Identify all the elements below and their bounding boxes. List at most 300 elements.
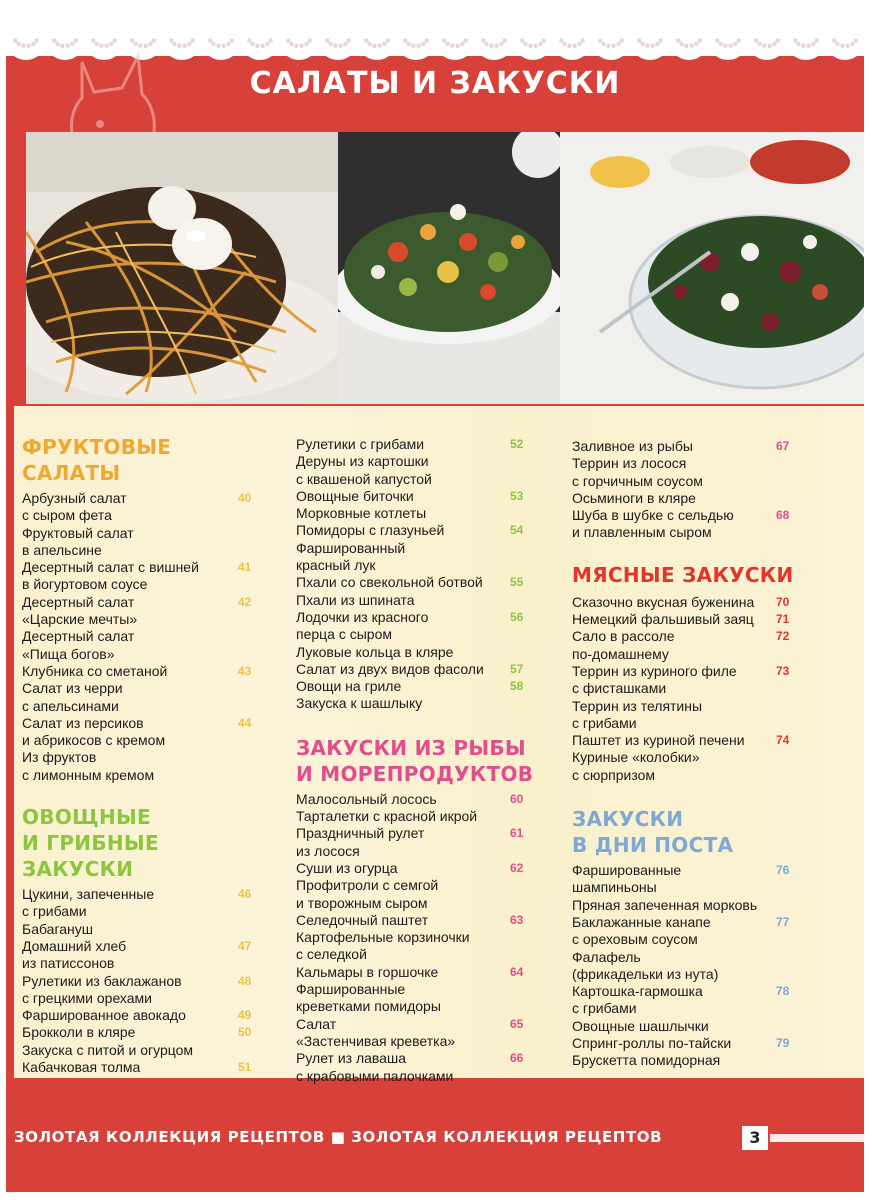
recipe-entry[interactable] [296, 488, 558, 505]
recipe-name: Паштет из куриной печени [572, 732, 745, 749]
recipe-entry[interactable] [22, 1024, 284, 1041]
recipe-name: Пхали со свекольной ботвой [296, 574, 483, 591]
section-title-line: ОВОЩНЫЕ [22, 805, 151, 830]
recipe-entry[interactable] [296, 678, 558, 695]
recipe-entry[interactable] [22, 938, 284, 973]
lace-scallop [708, 20, 748, 60]
page-number-label: 52 [510, 437, 524, 451]
lace-hole [845, 44, 849, 48]
recipe-entry[interactable] [572, 490, 864, 507]
page-number-label: 79 [776, 1036, 790, 1051]
recipe-entry[interactable] [22, 680, 284, 715]
page-number-label: 55 [510, 575, 524, 590]
lace-scallop [435, 20, 475, 60]
lace-hole [655, 42, 659, 46]
lace-hole [382, 42, 386, 46]
page-number-label: 72 [776, 629, 790, 644]
recipe-name: и плавленным сыром [572, 524, 712, 541]
recipe-name: Селедочный паштет [296, 911, 429, 928]
recipe-entry[interactable] [572, 507, 864, 542]
recipe-name: Шуба в шубке с сельдью [572, 507, 734, 524]
recipe-name: Брускетта помидорная [572, 1052, 721, 1069]
page-number-label: 42 [238, 594, 252, 609]
footer-collection-title: ЗОЛОТАЯ КОЛЛЕКЦИЯ РЕЦЕПТОВ ■ ЗОЛОТАЯ КОЛЛЕКЦИЯ РЕЦЕПТОВ [14, 1128, 663, 1146]
lace-hole [424, 38, 428, 42]
lace-hole [676, 38, 680, 42]
recipe-list [22, 886, 284, 1076]
lace-hole [307, 38, 311, 42]
lace-hole [577, 42, 581, 46]
recipe-name: Салат из персиков [22, 714, 144, 731]
lace-hole [460, 42, 464, 46]
lace-hole [484, 42, 488, 46]
recipe-name: Террин из телятины [572, 697, 703, 714]
recipe-name: Террин из куриного филе [572, 662, 737, 679]
recipe-entry[interactable] [572, 1052, 864, 1069]
lace-hole [226, 42, 230, 46]
recipe-name: (фрикадельки из нута) [572, 965, 719, 982]
recipe-name: с грецкими орехами [22, 989, 152, 1006]
page-number-label: 64 [510, 964, 524, 979]
recipe-name: Бабагануш [22, 920, 94, 937]
lace-hole [850, 42, 854, 46]
recipe-entry[interactable] [296, 592, 558, 609]
recipe-entry[interactable] [22, 490, 284, 525]
recipe-entry[interactable] [572, 732, 864, 749]
section-title-fruit-salads [22, 434, 284, 486]
lace-hole [806, 44, 810, 48]
lace-hole [333, 44, 337, 48]
lace-hole [523, 42, 527, 46]
lace-hole [538, 42, 542, 46]
recipe-entry[interactable] [22, 1059, 284, 1076]
lace-hole [411, 44, 415, 48]
recipe-name: Кальмары в горшочке [296, 963, 439, 980]
section-title-line: В ДНИ ПОСТА [572, 833, 734, 858]
recipe-name: Салат из черри [22, 680, 123, 697]
lace-hole [367, 42, 371, 46]
lace-hole [694, 42, 698, 46]
lace-hole [463, 38, 467, 42]
lace-hole [754, 38, 758, 42]
recipe-name: с грибами [572, 1000, 637, 1017]
lace-hole [689, 44, 693, 48]
lace-hole [562, 42, 566, 46]
lace-hole [403, 38, 407, 42]
recipe-name: Спринг-роллы по-тайски [572, 1035, 732, 1052]
recipe-name: Рулетики с грибами [296, 436, 425, 452]
recipe-name: и абрикосов с кремом [22, 732, 166, 749]
recipe-name: Луковые кольца в кляре [296, 643, 454, 660]
recipe-list [22, 490, 284, 784]
page-number-label: 60 [510, 791, 524, 806]
recipe-name: «Царские мечты» [22, 611, 138, 628]
recipe-entry[interactable] [296, 436, 558, 453]
lace-hole [421, 42, 425, 46]
lace-hole [13, 38, 17, 42]
lace-hole [250, 42, 254, 46]
photo-spinach-salad [560, 132, 864, 404]
lace-scallop [591, 20, 631, 60]
recipe-entry[interactable] [296, 453, 558, 488]
lace-hole [502, 38, 506, 42]
recipe-name: красный лук [296, 557, 376, 574]
lace-hole [247, 38, 251, 42]
recipe-name: Арбузный салат [22, 490, 127, 506]
recipe-name: Деруны из картошки [296, 453, 429, 470]
lace-hole [762, 44, 766, 48]
lace-hole [26, 44, 30, 48]
recipe-name: в апельсине [22, 541, 102, 558]
page-number-label: 71 [776, 612, 790, 627]
recipe-name: Десертный салат с вишней [22, 559, 199, 576]
recipe-name: креветками помидоры [296, 998, 441, 1015]
recipe-entry[interactable] [572, 1035, 864, 1052]
page-number-label: 51 [238, 1060, 252, 1075]
lace-hole [187, 42, 191, 46]
page-number-label: 61 [510, 826, 524, 841]
recipe-entry[interactable] [22, 749, 284, 784]
lace-hole [499, 42, 503, 46]
recipe-entry[interactable] [296, 808, 558, 825]
recipe-entry[interactable] [296, 860, 558, 877]
lace-hole [304, 42, 308, 46]
recipe-entry[interactable] [296, 981, 558, 1016]
lace-hole [767, 44, 771, 48]
lace-hole [541, 38, 545, 42]
recipe-entry[interactable] [572, 749, 864, 784]
recipe-entry[interactable] [296, 1050, 558, 1085]
lace-hole [364, 38, 368, 42]
lace-hole [811, 42, 815, 46]
lace-hole [619, 38, 623, 42]
page-number-label: 47 [238, 938, 252, 953]
page-number-label: 66 [510, 1051, 524, 1066]
recipe-name: Фаршированный [296, 539, 406, 556]
footer-stripe [770, 1134, 864, 1142]
recipe-name: Домашний хлеб [22, 937, 127, 954]
lace-hole [559, 38, 563, 42]
recipe-entry[interactable] [22, 559, 284, 594]
recipe-entry[interactable] [572, 949, 864, 984]
lace-hole [338, 44, 342, 48]
recipe-entry[interactable] [22, 886, 284, 921]
lace-scallop [669, 20, 709, 60]
recipe-entry[interactable] [572, 914, 864, 949]
lace-scallop [396, 20, 436, 60]
lace-hole [611, 44, 615, 48]
recipe-name: Кабачковая толма [22, 1059, 141, 1076]
lace-scallop [6, 20, 46, 60]
recipe-name: Клубника со сметаной [22, 662, 168, 679]
lace-hole [733, 42, 737, 46]
recipe-entry[interactable] [22, 663, 284, 680]
lace-hole [679, 42, 683, 46]
lace-hole [832, 38, 836, 42]
recipe-name: Сало в рассоле [572, 628, 675, 645]
section-title-vegetable-snacks [22, 804, 284, 882]
lace-hole [221, 44, 225, 48]
page-number-label: 74 [776, 733, 790, 748]
lace-hole [793, 38, 797, 42]
recipe-entry[interactable] [572, 897, 864, 914]
recipe-entry[interactable] [572, 611, 864, 628]
lace-scallop [513, 20, 553, 60]
recipe-name: Овощные биточки [296, 487, 414, 504]
lace-hole [801, 44, 805, 48]
recipe-name: Малосольный лосось [296, 790, 437, 807]
recipe-name: Террин из лосося [572, 455, 687, 472]
page-number-label: 68 [776, 508, 790, 523]
column-2 [296, 406, 558, 1085]
recipe-entry[interactable] [296, 964, 558, 981]
lace-scallop [357, 20, 397, 60]
page-number-label: 43 [238, 663, 252, 678]
lace-scallop [747, 20, 787, 60]
photo-vegetable-salad [338, 132, 560, 404]
page-number-label: 62 [510, 860, 524, 875]
page-number-label: 50 [238, 1025, 252, 1040]
lace-hole [31, 42, 35, 46]
recipe-name: Профитроли с семгой [296, 877, 439, 894]
section-title-line: И МОРЕПРОДУКТОВ [296, 761, 534, 786]
recipe-list [572, 862, 864, 1070]
recipe-entry[interactable] [296, 574, 558, 591]
lace-hole [840, 44, 844, 48]
recipe-name: Закуска с питой и огурцом [22, 1041, 194, 1058]
recipe-name: Цукини, запеченные [22, 886, 155, 903]
lace-hole [16, 42, 20, 46]
page-number-label: 57 [510, 661, 524, 676]
lace-hole [229, 38, 233, 42]
lace-hole [416, 44, 420, 48]
lace-hole [385, 38, 389, 42]
recipe-entry[interactable] [296, 644, 558, 661]
lace-hole [289, 42, 293, 46]
lace-hole [328, 42, 332, 46]
lace-scallop [240, 20, 280, 60]
recipe-name: с сыром фета [22, 507, 112, 524]
section-title-line: ЗАКУСКИ [22, 857, 134, 882]
recipe-name: Морковные котлеты [296, 505, 427, 522]
recipe-entry[interactable] [296, 825, 558, 860]
recipe-name: с сюрпризом [572, 766, 656, 783]
recipe-entry[interactable] [572, 663, 864, 698]
lace-hole [736, 38, 740, 42]
lace-hole [533, 44, 537, 48]
lace-hole [567, 44, 571, 48]
recipe-name: перца с сыром [296, 626, 392, 643]
lace-hole [796, 42, 800, 46]
page-number-label: 77 [776, 914, 790, 929]
recipe-name: Фруктовый салат [22, 524, 134, 541]
section-title-lent-snacks [572, 806, 864, 858]
recipe-list [296, 791, 558, 1085]
recipe-entry[interactable] [296, 791, 558, 808]
lace-hole [718, 42, 722, 46]
page-number-label: 65 [510, 1016, 524, 1031]
page-number: 3 [742, 1126, 768, 1150]
page-number-label: 41 [238, 560, 252, 575]
recipe-entry[interactable] [22, 1042, 284, 1059]
recipe-entry[interactable] [296, 540, 558, 575]
recipe-name: с селедкой [296, 946, 367, 963]
recipe-name: Помидоры с глазуньей [296, 522, 445, 539]
recipe-name: с ореховым соусом [572, 931, 698, 948]
lace-hole [265, 42, 269, 46]
lace-scallop [786, 20, 826, 60]
lace-hole [684, 44, 688, 48]
recipe-entry[interactable] [296, 912, 558, 929]
recipe-name: с фисташками [572, 680, 667, 697]
recipe-entry[interactable] [572, 862, 864, 897]
recipe-name: Фаршированные [296, 981, 406, 998]
lace-hole [21, 44, 25, 48]
recipe-entry[interactable] [296, 609, 558, 644]
recipe-name: Десертный салат [22, 628, 135, 645]
lace-hole [775, 38, 779, 42]
recipe-name: Из фруктов [22, 749, 97, 766]
recipe-entry[interactable] [22, 525, 284, 560]
lace-hole [723, 44, 727, 48]
lace-scallop [825, 20, 864, 60]
lace-hole [598, 38, 602, 42]
recipe-entry[interactable] [22, 1007, 284, 1024]
recipe-name: Праздничный рулет [296, 825, 425, 842]
lace-hole [216, 44, 220, 48]
lace-scallop [279, 20, 319, 60]
recipe-entry[interactable] [296, 1016, 558, 1051]
page-number-label: 58 [510, 679, 524, 694]
recipe-entry[interactable] [22, 973, 284, 1008]
page-number-label: 73 [776, 663, 790, 678]
column-1 [22, 406, 284, 1076]
column-3 [572, 406, 864, 1070]
recipe-entry[interactable] [22, 594, 284, 629]
recipe-entry[interactable] [296, 505, 558, 522]
recipe-name: Фаршированное авокадо [22, 1007, 186, 1024]
magazine-page [6, 6, 864, 1192]
recipe-name: Салат из двух видов фасоли [296, 660, 484, 677]
lace-hole [372, 44, 376, 48]
recipe-entry[interactable] [22, 628, 284, 663]
lace-hole [640, 42, 644, 46]
footer [6, 1124, 864, 1154]
recipe-list [296, 436, 558, 713]
recipe-name: из патиссонов [22, 955, 115, 972]
recipe-name: с грибами [572, 714, 637, 731]
recipe-name: шампиньоны [572, 879, 657, 896]
lace-hole [255, 44, 259, 48]
recipe-entry[interactable] [296, 929, 558, 964]
lace-hole [455, 44, 459, 48]
page-number-label: 46 [238, 887, 252, 902]
recipe-name: с крабовыми палочками [296, 1067, 454, 1084]
recipe-entry[interactable] [296, 877, 558, 912]
lace-scallop [474, 20, 514, 60]
recipe-name: с апельсинами [22, 697, 119, 714]
section-title-line: ЗАКУСКИ [572, 807, 684, 832]
lace-hole [616, 42, 620, 46]
page-number-label: 76 [776, 863, 790, 878]
recipe-entry[interactable] [572, 594, 864, 611]
recipe-name: по-домашнему [572, 645, 669, 662]
recipe-entry[interactable] [296, 695, 558, 712]
lace-hole [606, 44, 610, 48]
page-number-label: 44 [238, 715, 252, 730]
recipe-entry[interactable] [296, 522, 558, 539]
lace-hole [715, 38, 719, 42]
lace-hole [450, 44, 454, 48]
recipe-name: Фалафель [572, 948, 641, 965]
lace-hole [853, 38, 857, 42]
lace-hole [268, 38, 272, 42]
photo-nest-salad [26, 132, 338, 404]
recipe-entry[interactable] [572, 628, 864, 663]
recipe-name: Брокколи в кляре [22, 1024, 136, 1041]
recipe-name: Куриные «колобки» [572, 749, 700, 766]
lace-scallop [552, 20, 592, 60]
recipe-name: Рулетики из баклажанов [22, 972, 182, 989]
recipe-entry[interactable] [572, 438, 864, 455]
recipe-entry[interactable] [572, 983, 864, 1018]
lace-hole [580, 38, 584, 42]
recipe-entry[interactable] [296, 661, 558, 678]
recipe-name: Рулет из лаваша [296, 1050, 406, 1067]
recipe-name: Закуска к шашлыку [296, 695, 423, 712]
recipe-name: и творожным сыром [296, 894, 428, 911]
lace-hole [835, 42, 839, 46]
lace-scallop [201, 20, 241, 60]
lace-hole [294, 44, 298, 48]
recipe-entry[interactable] [572, 698, 864, 733]
recipe-entry[interactable] [572, 1018, 864, 1035]
page-number-label: 70 [776, 594, 790, 609]
recipe-name: в йогуртовом соусе [22, 576, 148, 593]
lace-hole [772, 42, 776, 46]
lace-hole [489, 44, 493, 48]
recipe-name: Салат [296, 1015, 337, 1032]
recipe-entry[interactable] [572, 455, 864, 490]
recipe-name: Заливное из рыбы [572, 438, 693, 454]
recipe-name: с квашеной капустой [296, 470, 432, 487]
recipe-entry[interactable] [22, 715, 284, 750]
recipe-name: Осьминоги в кляре [572, 489, 696, 506]
page-number-label: 54 [510, 523, 524, 538]
section-title-line: ЗАКУСКИ ИЗ РЫБЫ [296, 735, 526, 760]
page-number-label: 56 [510, 609, 524, 624]
recipe-name: Тарталетки с красной икрой [296, 808, 478, 825]
lace-hole [346, 38, 350, 42]
lace-hole [299, 44, 303, 48]
lace-hole [728, 44, 732, 48]
recipe-name: с горчичным соусом [572, 472, 703, 489]
recipe-name: Лодочки из красного [296, 608, 429, 625]
recipe-name: Фаршированные [572, 862, 682, 879]
lace-hole [286, 38, 290, 42]
lace-hole [494, 44, 498, 48]
page-number-label: 78 [776, 984, 790, 999]
recipe-name: Картошка-гармошка [572, 983, 703, 1000]
lace-hole [697, 38, 701, 42]
recipe-entry[interactable] [22, 921, 284, 938]
recipe-name: Овощные шашлычки [572, 1017, 709, 1034]
lace-hole [757, 42, 761, 46]
section-title-line: МЯСНЫЕ ЗАКУСКИ [572, 562, 794, 587]
recipe-name: «Пища богов» [22, 645, 115, 662]
section-title-line: ФРУКТОВЫЕ [22, 435, 172, 459]
page-number-label: 63 [510, 912, 524, 927]
